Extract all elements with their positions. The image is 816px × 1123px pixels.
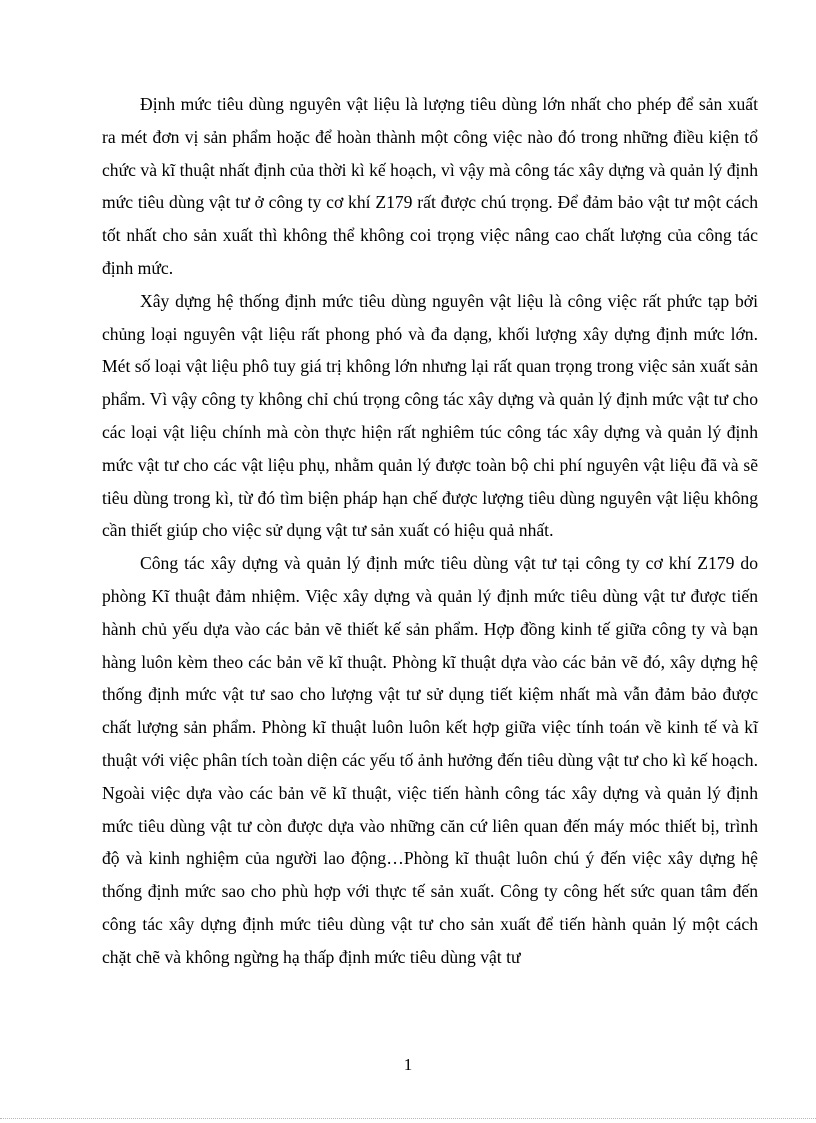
paragraph-1: Định mức tiêu dùng nguyên vật liệu là lượng tiêu dùng lớn nhất cho phép để sản xuất ra mét đơn vị sản phẩm hoặc để hoàn thành một công việc nào đó trong những điều kiện tổ chức và kĩ thuật nhất định của thời kì kế hoạch, vì vậy mà công tác xây dựng và quản lý định mức tiêu dùng vật tư ở công ty cơ khí Z179 rất được chú trọng. Để đảm bảo vật tư một cách tốt nhất cho sản xuất thì không thể không coi trọng việc nâng cao chất lượng của công tác định mức. — [102, 94, 758, 278]
paragraph-2: Xây dựng hệ thống định mức tiêu dùng nguyên vật liệu là công việc rất phức tạp bởi chủng loại nguyên vật liệu rất phong phó và đa dạng, khối lượng xây dựng định mức lớn. Mét số loại vật liệu phô tuy giá trị không lớn nhưng lại rất quan trọng trong việc sản xuất sản phẩm. Vì vậy công ty không chỉ chú trọng công tác xây dựng và quản lý định mức vật tư cho các loại vật liệu chính mà còn thực hiện rất nghiêm túc công tác xây dựng và quản lý định mức vật tư cho các vật liệu phụ, nhằm quản lý được toàn bộ chi phí nguyên vật liệu đã và sẽ tiêu dùng trong kì, từ đó tìm biện pháp hạn chế được lượng tiêu dùng nguyên vật liệu không cần thiết giúp cho việc sử dụng vật tư sản xuất có hiệu quả nhất. — [102, 290, 758, 541]
document-body — [102, 88, 758, 974]
page-bottom-edge — [0, 1118, 816, 1119]
page-number: 1 — [403, 1055, 413, 1074]
paragraph-3: Công tác xây dựng và quản lý định mức tiêu dùng vật tư tại công ty cơ khí Z179 do phòng Kĩ thuật đảm nhiệm. Việc xây dựng và quản lý định mức tiêu dùng vật tư được tiến hành chủ yếu dựa vào các bản vẽ thiết kế sản phẩm. Hợp đồng kinh tế giữa công ty và bạn hàng luôn kèm theo các bản vẽ kĩ thuật. Phòng kĩ thuật dựa vào các bản vẽ đó, xây dựng hệ thống định mức vật tư sao cho lượng vật tư sử dụng tiết kiệm nhất mà vẫn đảm bảo được chất lượng sản phẩm. Phòng kĩ thuật luôn luôn kết hợp giữa việc tính toán về kinh tế và kĩ thuật với việc phân tích toàn diện các yếu tố ảnh hưởng đến tiêu dùng vật tư cho kì kế hoạch. Ngoài việc dựa vào các bản vẽ kĩ thuật, việc tiến hành công tác xây dựng và quản lý định mức tiêu dùng vật tư còn được dựa vào những căn cứ liên quan đến máy móc thiết bị, trình độ và kinh nghiệm của người lao động…Phòng kĩ thuật luôn chú ý đến việc xây dựng hệ thống định mức sao cho phù hợp với thực tế sản xuất. Công ty công hết sức quan tâm đến công tác xây dựng định mức tiêu dùng vật tư cho sản xuất để tiến hành quản lý một cách chặt chẽ và không ngừng hạ thấp định mức tiêu dùng vật tư — [102, 553, 758, 967]
